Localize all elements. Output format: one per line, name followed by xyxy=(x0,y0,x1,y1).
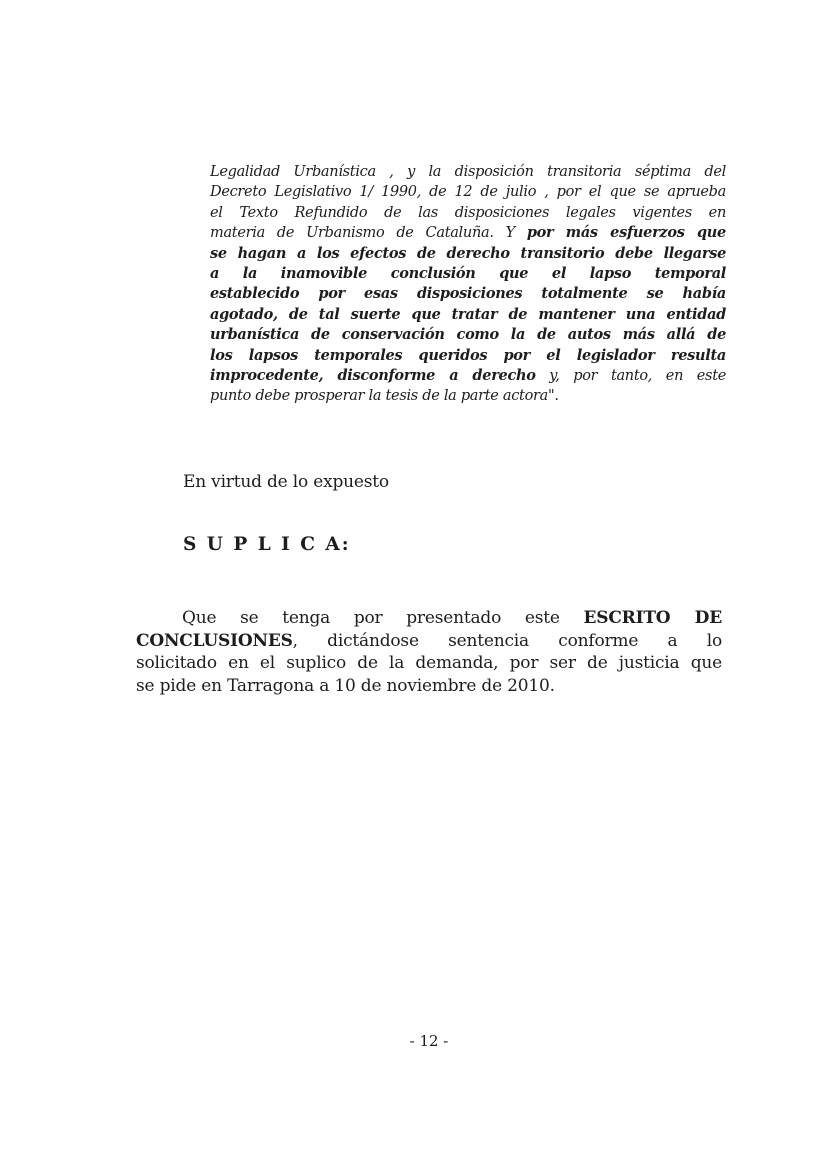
paragraph-line xyxy=(136,607,722,630)
quote-text: Decreto Legislativo 1/ 1990, de 12 de julio , por el que se aprueba xyxy=(210,184,726,201)
paragraph-line xyxy=(136,675,722,698)
quote-text-bold: urbanística de conservación como la de autos más allá de xyxy=(210,326,726,344)
quote-line xyxy=(210,325,726,345)
quote-line xyxy=(210,366,726,386)
quote-line xyxy=(210,162,726,182)
quote-line xyxy=(210,223,726,243)
quote-line xyxy=(210,386,726,406)
quote-text-bold: a la inamovible conclusión que el lapso temporal xyxy=(210,265,726,283)
quote-line xyxy=(210,264,726,284)
quote-text: el Texto Refundido de las disposiciones legales vigentes en xyxy=(210,204,726,221)
quote-text-bold: improcedente, disconforme a derecho xyxy=(210,367,536,385)
intro-line: En virtud de lo expuesto xyxy=(183,472,389,492)
paragraph-text: solicitado en el suplico de la demanda, por ser de justicia que xyxy=(136,653,722,674)
page-number: - 12 - xyxy=(409,1032,449,1050)
quote-line xyxy=(210,346,726,366)
quote-line xyxy=(210,244,726,264)
paragraph-text: Que se tenga por presentado este xyxy=(182,608,584,628)
quote-line xyxy=(210,284,726,304)
conclusion-paragraph xyxy=(136,607,722,698)
quote-line xyxy=(210,182,726,202)
quote-text: Legalidad Urbanística , y la disposición transitoria séptima del xyxy=(210,164,726,180)
quote-text-bold: por más esfuerzos que xyxy=(526,224,726,242)
quote-text-bold: se hagan a los efectos de derecho transitorio debe llegarse xyxy=(210,244,726,262)
quote-text-bold: agotado, de tal suerte que tratar de mantener una entidad xyxy=(210,305,726,323)
paragraph-line xyxy=(136,652,722,675)
paragraph-text-bold: CONCLUSIONES xyxy=(136,630,293,651)
quote-line xyxy=(210,203,726,223)
quote-text-bold: los lapsos temporales queridos por el legislador resulta xyxy=(210,346,726,364)
quote-text: y, por tanto, en este xyxy=(535,368,727,385)
paragraph-text: , dictándose sentencia conforme a lo xyxy=(292,630,722,651)
quote-line xyxy=(210,305,726,325)
paragraph-text: se pide en Tarragona a 10 de noviembre de 2010. xyxy=(136,676,555,697)
paragraph-line xyxy=(136,630,722,653)
blockquote-citation xyxy=(210,162,726,407)
suplica-heading: S U P L I C A: xyxy=(183,534,351,555)
quote-text-bold: establecido por esas disposiciones totalmente se había xyxy=(210,285,726,303)
quote-text: materia de Urbanismo de Cataluña. Y xyxy=(210,225,527,242)
paragraph-text-bold: ESCRITO DE xyxy=(583,608,722,628)
quote-text: punto debe prosperar la tesis de la parte actora". xyxy=(210,388,559,405)
